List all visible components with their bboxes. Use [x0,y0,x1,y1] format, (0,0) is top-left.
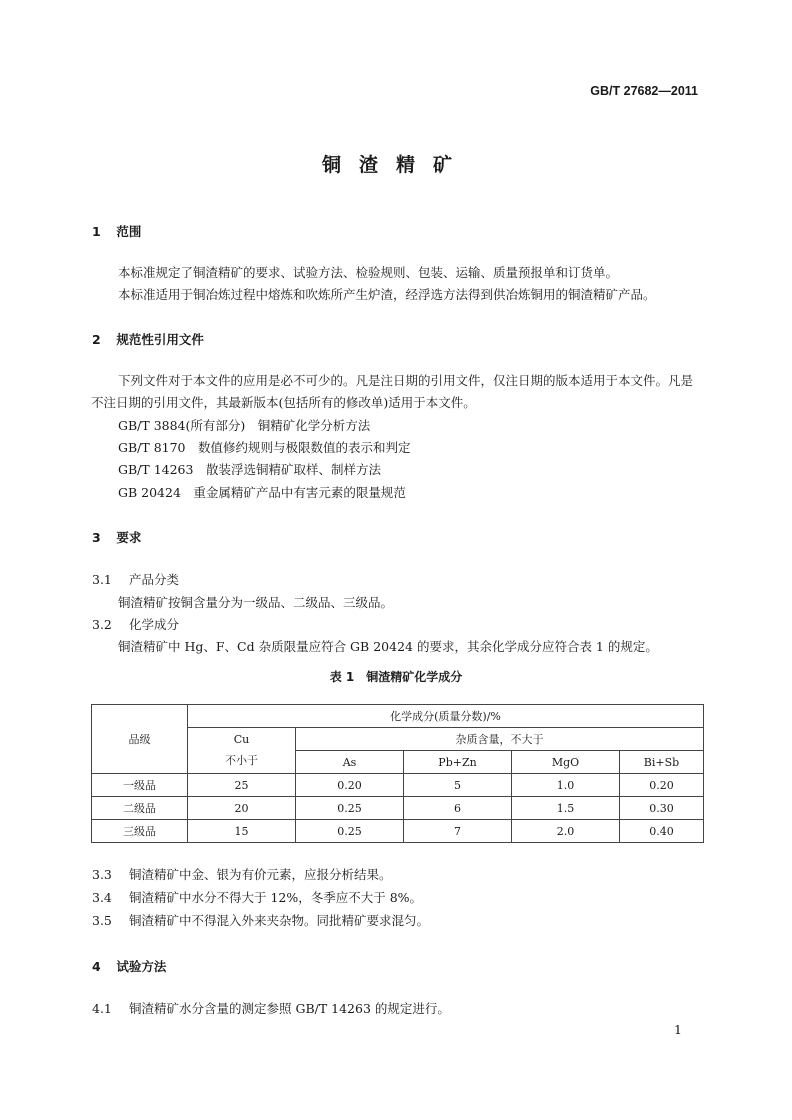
cell-bisb: 0.20 [620,774,704,797]
cell-bisb: 0.40 [620,820,704,843]
cell-grade: 三级品 [92,820,188,843]
subsection-text: 铜渣精矿中水分不得大于 12%，冬季应不大于 8%。 [128,890,423,905]
grade-header: 品级 [92,705,188,774]
cu-header [188,728,296,774]
cu-sub-label: 不小于 [225,754,258,767]
col-header-mgo: MgO [512,751,620,774]
section-title: 试验方法 [116,959,167,974]
section-1-paragraph-2: 本标准适用于铜冶炼过程中熔炼和吹炼所产生炉渣，经浮选方法得到供冶炼铜用的铜渣精矿产品。 [118,287,656,302]
cell-mgo: 1.0 [512,774,620,797]
subsection-3-4 [92,888,422,906]
section-2-intro: 下列文件对于本文件的应用是必不可少的。凡是注日期的引用文件，仅注日期的版本适用于本文件。凡是不注日期的引用文件，其最新版本(包括所有的修改单)适用于本文件。 [91,373,694,410]
subsection-number: 3.3 [92,867,112,882]
table-row [92,820,704,843]
subsection-number: 4.1 [92,1001,112,1016]
cell-bisb: 0.30 [620,797,704,820]
subsection-text: 铜渣精矿水分含量的测定参照 GB/T 14263 的规定进行。 [128,1001,450,1016]
composition-header: 化学成分(质量分数)/% [188,705,704,728]
section-number: 3 [92,530,101,545]
cell-grade: 二级品 [92,797,188,820]
section-number: 2 [92,332,101,347]
cell-mgo: 2.0 [512,820,620,843]
reference-item: GB/T 14263 散装浮选铜精矿取样、制样方法 [118,462,381,477]
subsection-number: 3.1 [92,572,112,587]
cell-cu: 15 [188,820,296,843]
table-row [92,797,704,820]
cell-pbzn: 6 [404,797,512,820]
reference-item: GB/T 3884(所有部分) 铜精矿化学分析方法 [118,418,371,433]
cell-grade: 一级品 [92,774,188,797]
cell-pbzn: 5 [404,774,512,797]
cell-cu: 20 [188,797,296,820]
col-header-bisb: Bi+Sb [620,751,704,774]
subsection-title: 化学成分 [128,617,179,632]
subsection-number: 3.2 [92,617,112,632]
cell-mgo: 1.5 [512,797,620,820]
subsection-3-1-text: 铜渣精矿按铜含量分为一级品、二级品、三级品。 [118,595,394,610]
cell-pbzn: 7 [404,820,512,843]
section-4-heading [92,957,166,975]
section-title: 范围 [116,224,142,239]
section-2-heading [92,330,204,348]
col-header-as: As [296,751,404,774]
document-title: 铜渣精矿 [321,154,470,176]
page-number: 1 [674,1022,682,1037]
subsection-3-3 [92,865,392,883]
subsection-4-1 [92,999,450,1017]
subsection-text: 铜渣精矿中金、银为有价元素，应报分析结果。 [128,867,392,882]
section-title: 规范性引用文件 [116,332,204,347]
cell-as: 0.20 [296,774,404,797]
impurity-header: 杂质含量，不大于 [296,728,704,751]
table-caption: 表 1 铜渣精矿化学成分 [329,670,463,684]
col-header-pbzn: Pb+Zn [404,751,512,774]
section-3-heading [92,528,141,546]
subsection-3-5 [92,911,429,929]
reference-item: GB/T 8170 数值修约规则与极限数值的表示和判定 [118,440,411,455]
table-row [92,774,704,797]
subsection-title: 产品分类 [128,572,179,587]
subsection-number: 3.5 [92,913,112,928]
subsection-3-1-heading [92,570,179,588]
reference-item: GB 20424 重金属精矿产品中有害元素的限量规范 [118,485,406,500]
subsection-number: 3.4 [92,890,112,905]
section-number: 1 [92,224,101,239]
cell-as: 0.25 [296,797,404,820]
standard-code: GB/T 27682—2011 [590,84,698,98]
section-1-heading [92,222,141,240]
cu-label: Cu [233,733,250,746]
subsection-3-2-heading [92,615,179,633]
section-title: 要求 [116,530,142,545]
subsection-3-2-text: 铜渣精矿中 Hg、F、Cd 杂质限量应符合 GB 20424 的要求，其余化学成分应符合表 1 的规定。 [118,639,658,654]
cell-cu: 25 [188,774,296,797]
section-1-paragraph-1: 本标准规定了铜渣精矿的要求、试验方法、检验规则、包装、运输、质量预报单和订货单。 [118,265,619,280]
subsection-text: 铜渣精矿中不得混入外来夹杂物。同批精矿要求混匀。 [128,913,429,928]
chemical-composition-table [91,704,704,843]
section-number: 4 [92,959,101,974]
cell-as: 0.25 [296,820,404,843]
